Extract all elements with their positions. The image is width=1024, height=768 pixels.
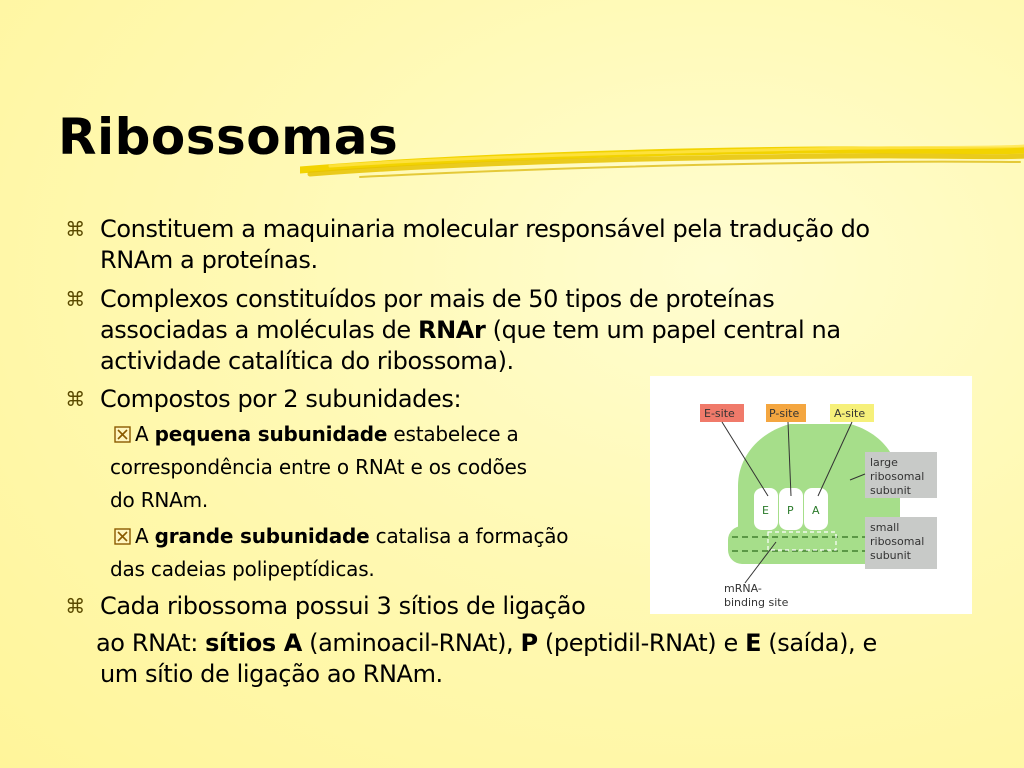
large-label-3: subunit — [870, 484, 911, 497]
p-site-letter: P — [787, 504, 794, 517]
large-label-1: large — [870, 456, 898, 469]
sub-item: A grande subunidade catalisa a formação das cadeias polipeptídicas. — [110, 524, 569, 581]
e-site-label: E-site — [704, 407, 735, 420]
small-label-2: ribosomal — [870, 535, 925, 548]
small-label-1: small — [870, 521, 900, 534]
checkbox-x-icon — [114, 426, 131, 443]
checkbox-x-icon — [114, 528, 131, 545]
e-site-letter: E — [762, 504, 769, 517]
large-label-2: ribosomal — [870, 470, 925, 483]
bullet-icon: ⌘ — [65, 287, 85, 311]
ribosome-illustration — [650, 376, 972, 614]
bullet-icon: ⌘ — [65, 387, 85, 411]
p-site-label: P-site — [769, 407, 800, 420]
slide-title: Ribossomas — [58, 108, 399, 166]
a-site-letter: A — [812, 504, 820, 517]
ribosome-diagram — [650, 376, 972, 614]
a-site-label: A-site — [834, 407, 866, 420]
sub-item: A pequena subunidade estabelece a correspondência entre o RNAt e os codões do RNAm. — [110, 422, 527, 512]
bullet-icon: ⌘ — [65, 594, 85, 618]
bullet-icon: ⌘ — [65, 217, 85, 241]
highlighter-stroke — [300, 140, 1024, 190]
mrna-label-1: mRNA- — [724, 582, 762, 595]
mrna-label-2: binding site — [724, 596, 789, 609]
small-label-3: subunit — [870, 549, 911, 562]
